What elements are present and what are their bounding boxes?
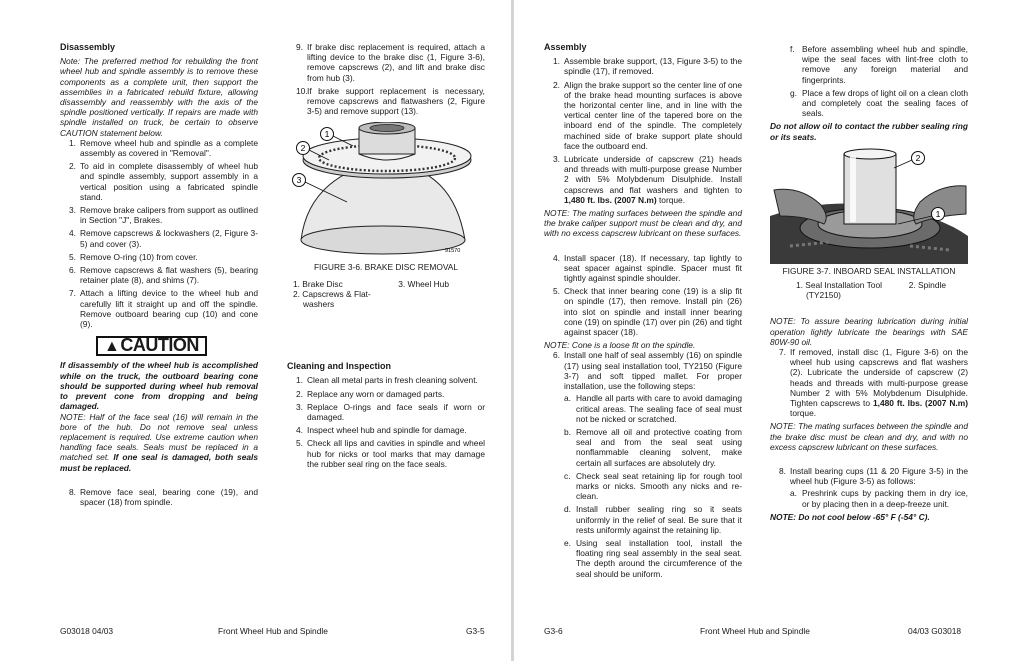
sub-step	[790, 44, 968, 85]
list-item	[544, 350, 742, 578]
step-number: 4.	[296, 425, 303, 436]
step-number: a.	[564, 393, 571, 404]
legend-item: 3. Wheel Hub	[398, 278, 449, 289]
list-item	[60, 228, 258, 248]
step-number: e.	[564, 537, 571, 548]
step-text: Replace O-rings and face seals if worn or damaged.	[307, 401, 485, 423]
right-footer-title: Front Wheel Hub and Spindle	[700, 626, 810, 636]
list-item	[287, 389, 485, 399]
note-lube: NOTE: To assure bearing lubrication during initial operation lightly lubricate the bearings with SAE 80W-90 oil.	[770, 316, 968, 347]
step-number: 3.	[296, 401, 303, 412]
step-text: If removed, install disc (1, Figure 3-6) on the wheel hub using capscrews and flat washers (2). Lubricate the underside of capscrew (2) heads and threads with multi-purpose grease Number 2 with 5% Molybdenum Disulphide. Tighten capscrews to	[790, 347, 968, 409]
sub-step	[564, 504, 742, 535]
step-number: 10.	[296, 85, 308, 96]
step-number: 5.	[553, 286, 560, 297]
step-text: Remove brake calipers from support as outlined in Section "J", Brakes.	[80, 205, 258, 226]
list-item	[544, 154, 742, 205]
step-number: 6.	[69, 265, 76, 276]
section-heading-cleaning: Cleaning and Inspection	[287, 361, 392, 372]
svg-text:1: 1	[324, 129, 330, 140]
list-item	[287, 42, 485, 83]
step-text: Remove all oil and protective coating from seal and from the seal seat using nonflammable cleaning solvent, make certain all surfaces are absolutely dry.	[576, 426, 742, 468]
right-page	[514, 0, 1024, 661]
step-text: Assemble brake support, (13, Figure 3-5) to the spindle (17), if removed.	[564, 56, 742, 77]
right-footer-right: 04/03 G03018	[908, 626, 962, 636]
step-number: 7.	[779, 347, 786, 358]
legend-left	[293, 279, 371, 310]
legend-item: washers	[303, 299, 335, 310]
list-item	[60, 161, 258, 202]
step-text: Handle all parts with care to avoid damaging critical areas. The sealing face of seal must not be nicked or scratched.	[576, 393, 742, 424]
step-text: Clean all metal parts in fresh cleaning solvent.	[307, 375, 478, 386]
step-text: Remove capscrews & flat washers (5), bearing retainer plate (8), and shims (7).	[80, 265, 258, 286]
step-text: Attach a lifting device to the wheel hub and carefully lift it straight up and off the spindle. Remove outboard bearing cup (10) and cone (9).	[80, 288, 258, 330]
left-footer-left: G03018 04/03	[60, 626, 114, 636]
list-item	[544, 253, 742, 284]
figure-3-6-caption: FIGURE 3-6. BRAKE DISC REMOVAL	[313, 262, 459, 273]
list-item	[287, 425, 485, 435]
step-number: 7.	[69, 288, 76, 299]
step-number: g.	[790, 87, 797, 98]
list-item	[544, 80, 742, 151]
step-torque: 1,480 ft. lbs. (2007 N.m)	[872, 398, 968, 409]
figure-3-6	[287, 122, 485, 309]
oil-warning: Do not allow oil to contact the rubber sealing ring or its seats.	[770, 121, 968, 142]
note-caliper: NOTE: The mating surfaces between the spindle and the brake caliper support must be clean and dry, and with no excess capscrew lubricant on these surfaces.	[544, 208, 742, 239]
step-text: Remove face seal, bearing cone (19), and spacer (18) from spindle.	[80, 486, 258, 507]
caution-text: If disassembly of the wheel hub is accomplished while on the truck, the outboard bearing cone should be supported during wheel hub removal to prevent cone from dropping and being damaged.	[60, 360, 258, 412]
step-number: 9.	[296, 42, 303, 52]
caution-box	[96, 336, 207, 356]
intro-note: Note: The preferred method for rebuilding the front wheel hub and spindle assembly is to remove these components as a complete unit, then support the assemblies in a fabricated rebuild fixture, allowing disassembly and reassembly with the axis of the spindle positioned vertically. If repairs are made with spindle installed on truck, be certain to observe CAUTION statement below.	[60, 56, 258, 138]
step-number: f.	[790, 44, 795, 54]
svg-text:2: 2	[915, 152, 921, 163]
step-text: Place a few drops of light oil on a clean cloth and completely coat the sealing faces of seals.	[802, 87, 968, 119]
list-item	[287, 375, 485, 385]
step-8-substeps	[790, 488, 968, 508]
step-text: Lubricate underside of capscrew (21) heads and threads with multi-purpose grease Number 2 with 5% Molybdenum Disulphide. Install capscrews and flat washers and tighten to	[564, 154, 742, 195]
note-disc: NOTE: The mating surfaces between the spindle and the brake disc must be clean and dry, and with no excess capscrew lubricant on these surfaces.	[770, 421, 968, 452]
legend-left	[796, 280, 882, 300]
step-number: 3.	[553, 154, 560, 165]
step-number: 4.	[69, 228, 76, 239]
step-number: 2.	[296, 388, 303, 399]
list-item	[60, 288, 258, 329]
step-text: Remove wheel hub and spindle as a complete assembly as covered in "Removal".	[80, 137, 258, 159]
left-footer-title: Front Wheel Hub and Spindle	[218, 626, 328, 636]
step-text: Check that inner bearing cone (19) is a slip fit on spindle (17), then remove. Install pin (26) into slot on spindle and install inner bearing cone (19) on spindle (17) over pin (26) and tight against spacer (18).	[564, 286, 742, 338]
disassembly-steps	[60, 138, 258, 329]
left-column-1	[60, 42, 258, 510]
step-text: Remove O-ring (10) from cover.	[80, 251, 198, 262]
step-number: 6.	[553, 350, 560, 361]
half-seal-note-text: NOTE: Half of the face seal (16) will remain in the bore of the hub. Do not remove seal unless replacement is required. Use extreme caution when handling face seals. Seals must be replaced in a matched set.	[60, 411, 258, 463]
figure-3-7-legend	[770, 280, 968, 300]
list-item	[770, 466, 968, 509]
step-torque: 1,480 ft. lbs. (2007 N.m)	[564, 194, 657, 205]
seal-installation-photo	[770, 146, 968, 264]
note-cool: NOTE: Do not cool below -65° F (-54° C).	[770, 511, 930, 522]
step-text: If brake support replacement is necessary, remove capscrews and flatwashers (2, Figure 3-5) and remove support (13).	[307, 85, 485, 117]
step-number: 3.	[69, 205, 76, 216]
legend-item: 1. Seal Installation Tool	[796, 280, 882, 291]
step-number: c.	[564, 470, 571, 481]
list-item	[287, 438, 485, 469]
disassembly-step-8	[60, 487, 258, 507]
step-text: Install spacer (18). If necessary, tap lightly to seat spacer against spindle. Spacer must fit tightly against spindle shoulder.	[564, 252, 742, 284]
right-column-1	[544, 42, 742, 582]
step-text: To aid in complete disassembly of wheel hub and spindle assembly, support assembly in a vertical position using a fabricated spindle stand.	[80, 161, 258, 202]
step-number: 8.	[779, 466, 786, 477]
step-number: a.	[790, 488, 797, 499]
note-cone: NOTE: Cone is a loose fit on the spindle.	[544, 340, 696, 351]
list-item	[60, 205, 258, 225]
right-footer-page-number: G3-6	[544, 626, 563, 636]
disassembly-steps-continued	[287, 42, 485, 116]
section-heading-assembly: Assembly	[544, 42, 587, 52]
step-6-substeps-continued	[790, 44, 968, 118]
sub-step	[564, 538, 742, 579]
brake-disc-illustration	[287, 122, 485, 260]
assembly-steps-4-5	[544, 253, 742, 338]
left-footer-page-number: G3-5	[466, 626, 485, 636]
step-text: Replace any worn or damaged parts.	[307, 388, 445, 399]
step-text: Inspect wheel hub and spindle for damage.	[307, 425, 467, 436]
step-text: If brake disc replacement is required, attach a lifting device to the brake disc (1, Figure 3-6), remove capscrews (2), and lift and brake disc from hub (3).	[307, 42, 485, 83]
step-number: 5.	[69, 251, 76, 262]
section-heading-disassembly: Disassembly	[60, 42, 116, 52]
step-text: Install one half of seal assembly (16) on spindle (17) using seal installation tool, TY2150 (Figure 3-7) and soft tipped mallet. For proper installation, use the following steps:	[564, 350, 742, 392]
list-item	[60, 265, 258, 285]
half-seal-note	[60, 412, 258, 473]
sub-step	[790, 88, 968, 119]
step-text: Before assembling wheel hub and spindle, wipe the seal faces with lint-free cloth to remove any foreign material and fingerprints.	[802, 44, 968, 85]
svg-text:1: 1	[935, 208, 941, 219]
warning-triangle-icon: ▲	[104, 338, 120, 356]
list-item	[770, 347, 968, 418]
step-text: Using seal installation tool, install the floating ring seal assembly in the seal seat. The depth around the circumference of the seal should be uniform.	[576, 537, 742, 579]
list-item	[287, 402, 485, 422]
sub-step	[564, 393, 742, 424]
left-column-2	[287, 42, 485, 472]
step-text: Remove capscrews & lockwashers (2, Figure 3-5) and cover (3).	[80, 228, 258, 249]
step-text: Check seal seat retaining lip for rough tool marks or nicks. Smooth any nicks and re-clean.	[576, 470, 742, 502]
half-seal-note-bold: If one seal is damaged, both seals must be replaced.	[60, 452, 258, 473]
svg-text:3: 3	[296, 175, 302, 186]
step-text: Align the brake support so the center line of one of the brake head mounting surfaces is above the horizontal center line, and in line with the vertical center line of the tapered bore on the inboard end of the spindle. The completely machined side of brake support plate should face the outboard end.	[564, 79, 742, 151]
legend-item: 2. Spindle	[908, 280, 946, 291]
list-item	[544, 286, 742, 337]
list-item	[287, 86, 485, 117]
step-number: 1.	[69, 137, 76, 148]
step-text: Install rubber sealing ring so it seats uniformly in the relief of seal. Be sure that it rests uniformly against the retaining lip.	[576, 504, 742, 535]
figure-3-7	[770, 146, 968, 301]
step-text: Install bearing cups (11 & 20 Figure 3-5) in the wheel hub (Figure 3-5) as follows:	[790, 466, 968, 487]
legend-item: (TY2150)	[806, 290, 841, 301]
step-number: 2.	[553, 79, 560, 90]
figure-3-7-caption: FIGURE 3-7. INBOARD SEAL INSTALLATION	[782, 265, 956, 276]
step-6-substeps	[564, 393, 742, 578]
step-number: 5.	[296, 438, 303, 449]
step-text: Check all lips and cavities in spindle and wheel hub for nicks or tool marks that may damage the rubber seal ring on the face seals.	[307, 438, 485, 469]
legend-item: 2. Capscrews & Flat-	[293, 288, 371, 299]
svg-text:2: 2	[300, 143, 306, 154]
list-item	[60, 138, 258, 158]
step-number: 8.	[69, 486, 76, 497]
step-number: b.	[564, 426, 571, 437]
sub-step	[564, 471, 742, 502]
step-number: 1.	[296, 375, 303, 386]
list-item	[544, 56, 742, 76]
step-tail: torque.	[656, 194, 686, 205]
sub-step	[564, 427, 742, 468]
step-text: Preshrink cups by packing them in dry ice, or by placing then in a deep-freeze unit.	[802, 488, 968, 509]
step-tail: torque.	[790, 408, 817, 419]
assembly-step-7	[770, 347, 968, 418]
legend-item: 1. Brake Disc	[293, 278, 343, 289]
sub-step	[790, 488, 968, 508]
list-item	[60, 487, 258, 507]
cleaning-steps	[287, 375, 485, 469]
list-item	[60, 252, 258, 262]
assembly-step-6	[544, 350, 742, 578]
step-number: 1.	[553, 56, 560, 67]
step-number: 4.	[553, 252, 560, 263]
right-column-2	[770, 42, 968, 522]
assembly-steps-1-3	[544, 56, 742, 205]
figure-3-6-legend	[287, 279, 485, 310]
caution-label: CAUTION	[120, 335, 199, 356]
assembly-step-8	[770, 466, 968, 509]
step-number: 2.	[69, 161, 76, 172]
figure-code: 91570	[445, 248, 461, 255]
step-number: d.	[564, 504, 571, 515]
